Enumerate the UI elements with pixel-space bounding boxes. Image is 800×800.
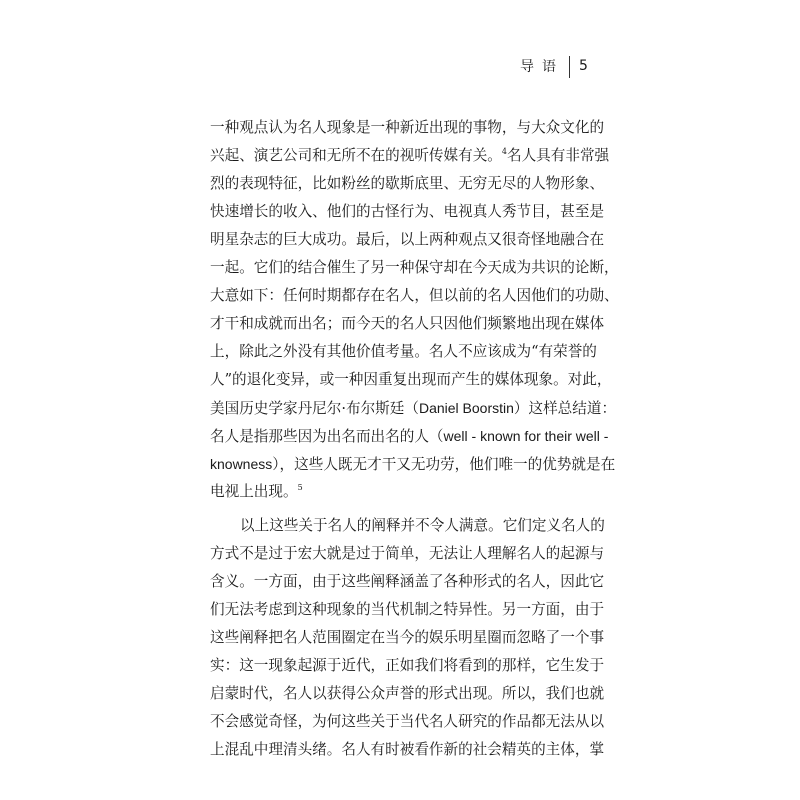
text-segment: 一起。它们的结合催生了另一种保守却在今天成为共识的论断， [210,259,619,276]
text-line [210,170,605,198]
text-segment: 明星杂志的巨大成功。最后，以上两种观点又很奇怪地融合在 [210,231,605,248]
text-line [210,394,617,422]
text-line [210,596,605,624]
text-line [210,512,605,540]
text-segment: 兴起、演艺公司和无所不在的视听传媒有关。 [210,147,502,164]
text-segment: ），这些人既无才干又无功劳，他们唯一的优势就是在 [272,456,616,473]
footnote-marker: 5 [297,483,303,492]
text-line [210,366,612,394]
latin-text: knowness [210,456,273,472]
text-line [210,142,610,170]
text-line [210,652,605,680]
text-line [210,624,605,652]
header-divider [569,56,570,78]
text-segment: 才干和成就而出名；而今天的名人只因他们频繁地出现在媒体 [210,315,605,332]
text-line [210,422,609,450]
text-segment: 这些阐释把名人范围圈定在当今的娱乐明星圈而忽略了一个事 [210,629,605,646]
text-line [210,478,588,506]
latin-text: well - known for their well - [443,428,609,444]
text-line [210,282,619,310]
text-line [210,338,597,366]
text-segment: 名人是指那些因为出名而出名的人（ [210,428,444,445]
text-line [210,310,605,338]
running-header [0,56,800,80]
text-segment: 电视上出现。 [210,483,298,500]
text-line [210,254,619,282]
body-text [210,114,619,764]
text-segment: 美国历史学家丹尼尔·布尔斯廷（ [210,400,419,417]
text-segment: 不会感觉奇怪，为何这些关于当代名人研究的作品都无法从以 [210,713,605,730]
text-line [210,198,605,226]
paragraph [210,114,619,506]
text-line [210,680,605,708]
text-segment: 上，除此之外没有其他价值考量。名人不应该成为“有荣誉的 [210,343,597,360]
text-line [210,708,605,736]
text-segment: 实：这一现象起源于近代，正如我们将看到的那样，它生发于 [210,657,605,674]
text-segment: 烈的表现特征，比如粉丝的歇斯底里、无穷无尽的人物形象、 [210,175,605,192]
text-line [210,540,605,568]
text-segment: 以上这些关于名人的阐释并不令人满意。它们定义名人的 [240,517,605,534]
text-line [210,226,605,254]
text-segment: 们无法考虑到这种现象的当代机制之特异性。另一方面，由于 [210,601,605,618]
text-segment: 快速增长的收入、他们的古怪行为、电视真人秀节目，甚至是 [210,203,605,220]
footnote-marker: 4 [501,147,507,156]
text-segment: 大意如下：任何时期都存在名人，但以前的名人因他们的功勋、 [210,287,619,304]
text-segment: 含义。一方面，由于这些阐释涵盖了各种形式的名人，因此它 [210,573,605,590]
text-line [210,568,605,596]
text-line [210,736,605,764]
text-line [210,114,605,142]
text-segment: 方式不是过于宏大就是过于简单，无法让人理解名人的起源与 [210,545,605,562]
text-segment: 一种观点认为名人现象是一种新近出现的事物，与大众文化的 [210,119,605,136]
paragraph [210,512,605,764]
text-line [210,450,616,478]
latin-text: Daniel Boorstin [418,400,514,416]
page-number: 5 [579,58,588,74]
text-segment: 名人具有非常强 [506,147,610,164]
text-segment: ）这样总结道： [513,400,617,417]
text-segment: 启蒙时代，名人以获得公众声誉的形式出现。所以，我们也就 [210,685,605,702]
text-segment: 人”的退化变异，或一种因重复出现而产生的媒体现象。对此， [210,371,612,388]
section-title: 导语 [520,59,564,75]
text-segment: 上混乱中理清头绪。名人有时被看作新的社会精英的主体，掌 [210,741,605,758]
